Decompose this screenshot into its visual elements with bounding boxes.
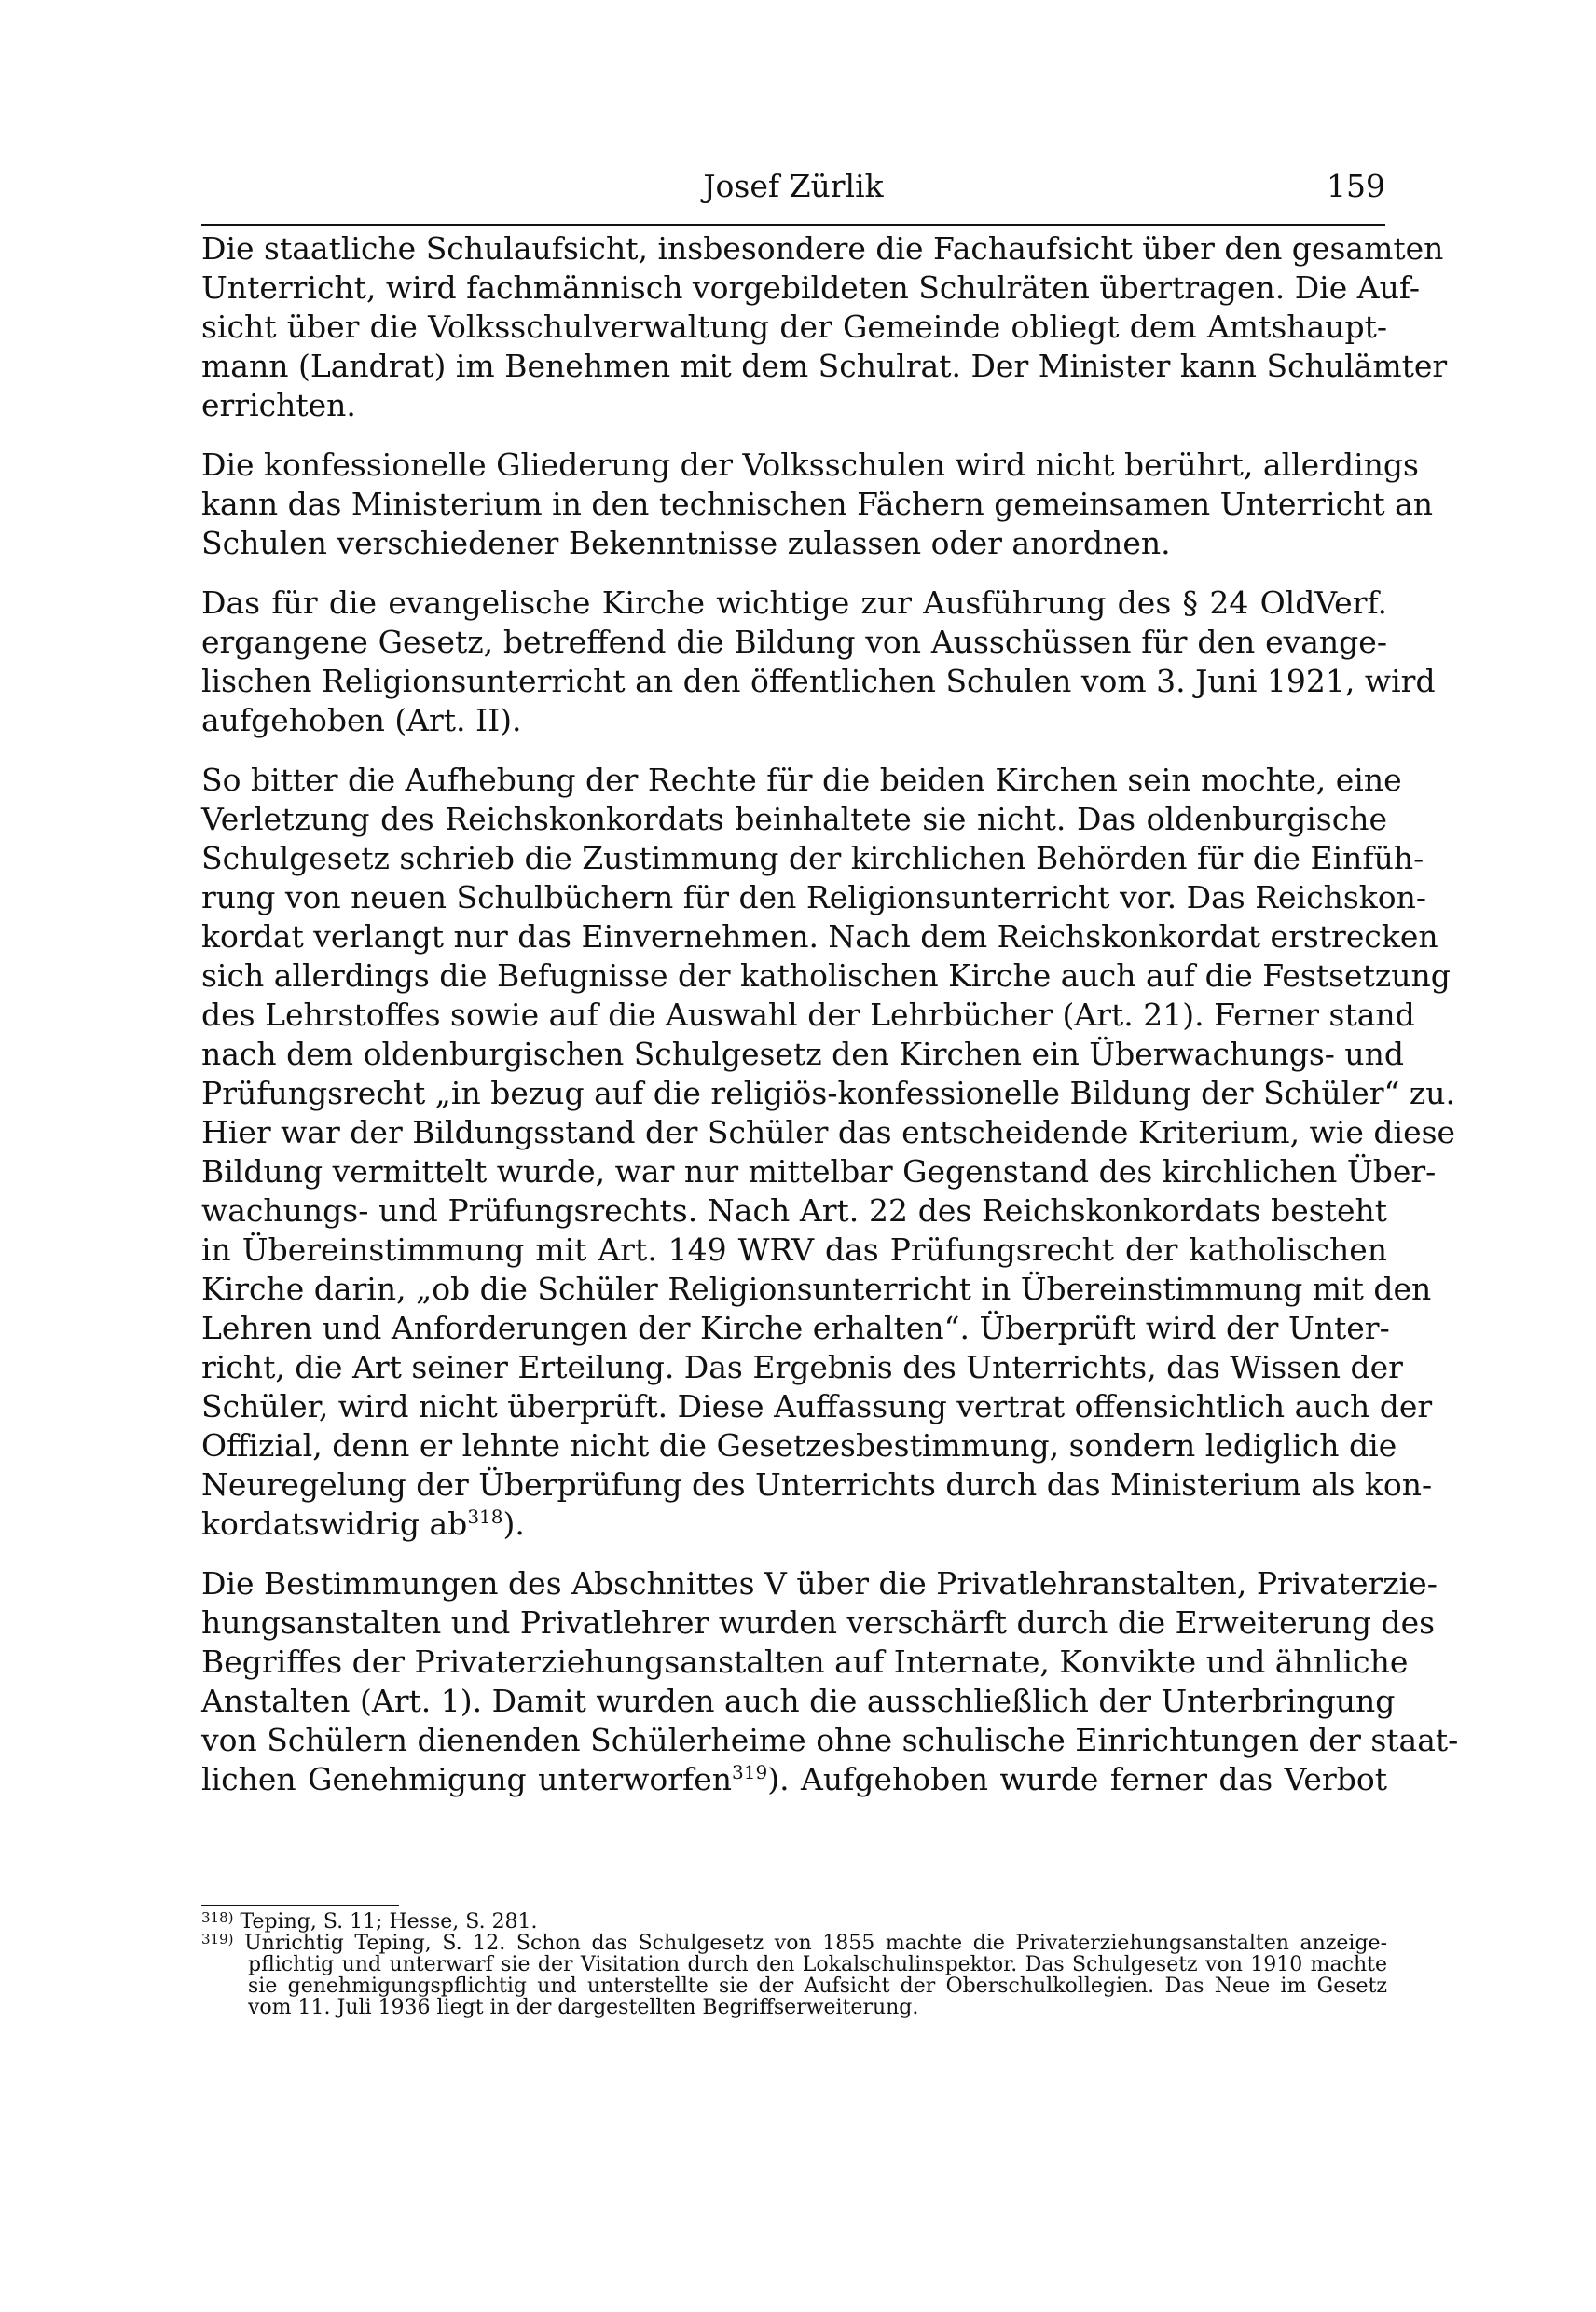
text-line: hungsanstalten und Privatlehrer wurden verschärft durch die Erweiterung des <box>201 1604 1436 1641</box>
text-line: kann das Ministerium in den technischen Fächern gemeinsamen Unterricht an <box>201 486 1434 522</box>
text-line: Das für die evangelische Kirche wichtige zur Ausführung des § 24 OldVerf. <box>201 585 1387 621</box>
footnotes <box>201 1911 1387 2018</box>
text-line: in Übereinstimmung mit Art. 149 WRV das Prüfungsrecht der katholischen <box>201 1232 1387 1268</box>
text-line: Schulgesetz schrieb die Zustimmung der kirchlichen Behörden für die Einfüh- <box>201 840 1424 876</box>
header-rule <box>201 224 1385 226</box>
text-line: So bitter die Aufhebung der Rechte für die beiden Kirchen sein mochte, eine <box>201 762 1402 798</box>
text-line: Prüfungsrecht „in bezug auf die religiös-konfessionelle Bildung der Schüler“ zu. <box>201 1075 1456 1111</box>
text-line: Die Bestimmungen des Abschnittes V über die Privatlehranstalten, Privaterzie- <box>201 1565 1438 1602</box>
text-line: Bildung vermittelt wurde, war nur mittelbar Gegenstand des kirchlichen Über- <box>201 1153 1437 1190</box>
text-line: lischen Religionsunterricht an den öffentlichen Schulen vom 3. Juni 1921, wird <box>201 663 1436 699</box>
footnote-line: pflichtig und unterwarf sie der Visitation durch den Lokalschulinspektor. Das Schulgesetz von 1910 machte <box>248 1953 1387 1976</box>
footnote-mark: 319) <box>201 1931 234 1947</box>
paragraph-school-supervision <box>201 229 1448 425</box>
footnote-318 <box>201 1911 1387 1933</box>
paragraph-reichskonkordat <box>201 761 1456 1544</box>
text-line: Die konfessionelle Gliederung der Volksschulen wird nicht berührt, allerdings <box>201 447 1419 483</box>
footnote-ref-318[interactable]: 318 <box>467 1506 503 1528</box>
footnote-rule <box>201 1905 399 1906</box>
footnote-line: sie genehmigungspflichtig und unterstellte sie der Aufsicht der Oberschulkollegien. Das Neue im Gesetz <box>248 1975 1387 1998</box>
text-line-with-footnote-319 <box>201 1760 1387 1799</box>
text-line: nach dem oldenburgischen Schulgesetz den Kirchen ein Überwachungs- und <box>201 1036 1405 1072</box>
paragraph-private-institutions <box>201 1564 1459 1799</box>
text-line: Anstalten (Art. 1). Damit wurden auch die ausschließlich der Unterbringung <box>201 1683 1396 1719</box>
text-segment: ). <box>502 1506 525 1542</box>
text-line: richt, die Art seiner Erteilung. Das Ergebnis des Unterrichts, das Wissen der <box>201 1349 1403 1385</box>
paragraph-evangelical-law <box>201 584 1436 740</box>
footnote-319 <box>201 1933 1387 1954</box>
footnote-text: Teping, S. 11; Hesse, S. 281. <box>240 1910 538 1934</box>
page-header <box>201 166 1385 222</box>
text-line-with-footnote-318 <box>201 1505 1387 1544</box>
running-head: Josef Zürlik <box>703 168 884 204</box>
footnote-text: Unrichtig Teping, S. 12. Schon das Schulgesetz von 1855 machte die Privaterziehungsanstalten anzeige- <box>244 1932 1387 1955</box>
text-line: Neuregelung der Überprüfung des Unterrichts durch das Ministerium als kon- <box>201 1466 1433 1503</box>
text-segment: kordatswidrig ab <box>201 1506 468 1542</box>
footnote-ref-319[interactable]: 319 <box>732 1761 768 1783</box>
text-line: errichten. <box>201 387 356 423</box>
text-line: Kirche darin, „ob die Schüler Religionsunterricht in Übereinstimmung mit den <box>201 1271 1432 1307</box>
text-line: Schüler, wird nicht überprüft. Diese Auffassung vertrat offensichtlich auch der <box>201 1388 1433 1424</box>
text-line: wachungs- und Prüfungsrechts. Nach Art. 22 des Reichskonkordats besteht <box>201 1192 1387 1229</box>
text-line: Schulen verschiedener Bekenntnisse zulassen oder anordnen. <box>201 525 1171 561</box>
text-segment: ). Aufgehoben wurde ferner das Verbot <box>767 1761 1387 1797</box>
text-line: Unterricht, wird fachmännisch vorgebildeten Schulräten übertragen. Die Auf- <box>201 269 1421 306</box>
body-text <box>201 229 1459 1820</box>
footnote-line: vom 11. Juli 1936 liegt in der dargestellten Begriffserweiterung. <box>248 1996 919 2019</box>
text-line: mann (Landrat) im Benehmen mit dem Schulrat. Der Minister kann Schulämter <box>201 348 1448 384</box>
text-line: Lehren und Anforderungen der Kirche erhalten“. Überprüft wird der Unter- <box>201 1310 1390 1346</box>
footnote-mark: 318) <box>201 1909 234 1926</box>
text-line: aufgehoben (Art. II). <box>201 702 522 738</box>
text-line: Die staatliche Schulaufsicht, insbesondere die Fachaufsicht über den gesamten <box>201 230 1444 267</box>
text-line: rung von neuen Schulbüchern für den Religionsunterricht vor. Das Reichskon- <box>201 879 1427 915</box>
text-line: Hier war der Bildungsstand der Schüler das entscheidende Kriterium, wie diese <box>201 1114 1456 1150</box>
text-line: ergangene Gesetz, betreffend die Bildung von Ausschüssen für den evange- <box>201 624 1387 660</box>
text-line: kordat verlangt nur das Einvernehmen. Nach dem Reichskonkordat erstrecken <box>201 918 1438 955</box>
text-line: sich allerdings die Befugnisse der katholischen Kirche auch auf die Festsetzung <box>201 957 1451 994</box>
text-line: von Schülern dienenden Schülerheime ohne schulische Einrichtungen der staat- <box>201 1722 1459 1758</box>
paragraph-confessional-structure <box>201 446 1434 563</box>
text-line: sicht über die Volksschulverwaltung der Gemeinde obliegt dem Amtshaupt- <box>201 309 1387 345</box>
text-line: des Lehrstoffes sowie auf die Auswahl der Lehrbücher (Art. 21). Ferner stand <box>201 997 1415 1033</box>
text-line: Verletzung des Reichskonkordats beinhaltete sie nicht. Das oldenburgische <box>201 801 1387 837</box>
text-line: Begriffes der Privaterziehungsanstalten auf Internate, Konvikte und ähnliche <box>201 1644 1409 1680</box>
page-number: 159 <box>1327 168 1385 204</box>
text-line: Offizial, denn er lehnte nicht die Gesetzesbestimmung, sondern lediglich die <box>201 1427 1397 1464</box>
text-segment: lichen Genehmigung unterworfen <box>201 1761 733 1797</box>
